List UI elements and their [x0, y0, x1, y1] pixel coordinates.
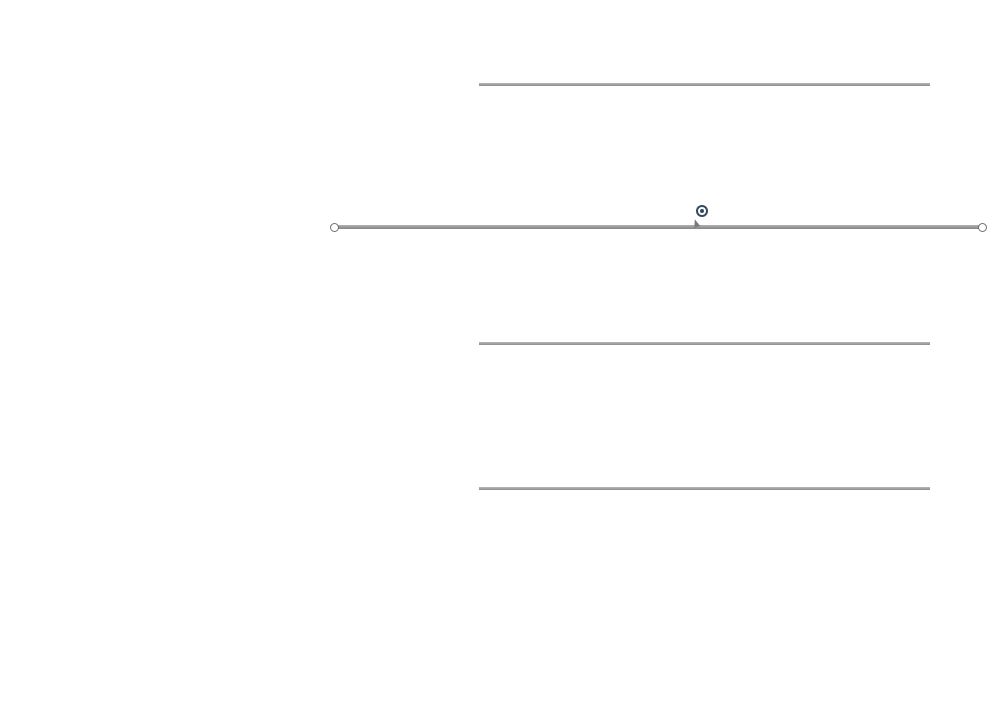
selected-drawn-line[interactable] [335, 225, 981, 229]
line-endpoint-handle-left[interactable] [330, 223, 339, 232]
drawn-gray-line-3[interactable] [479, 487, 930, 490]
drawn-gray-line-2[interactable] [479, 342, 930, 345]
rotation-handle-icon[interactable] [696, 205, 708, 217]
drawn-gray-line-1[interactable] [479, 83, 930, 86]
line-endpoint-handle-right[interactable] [978, 223, 987, 232]
